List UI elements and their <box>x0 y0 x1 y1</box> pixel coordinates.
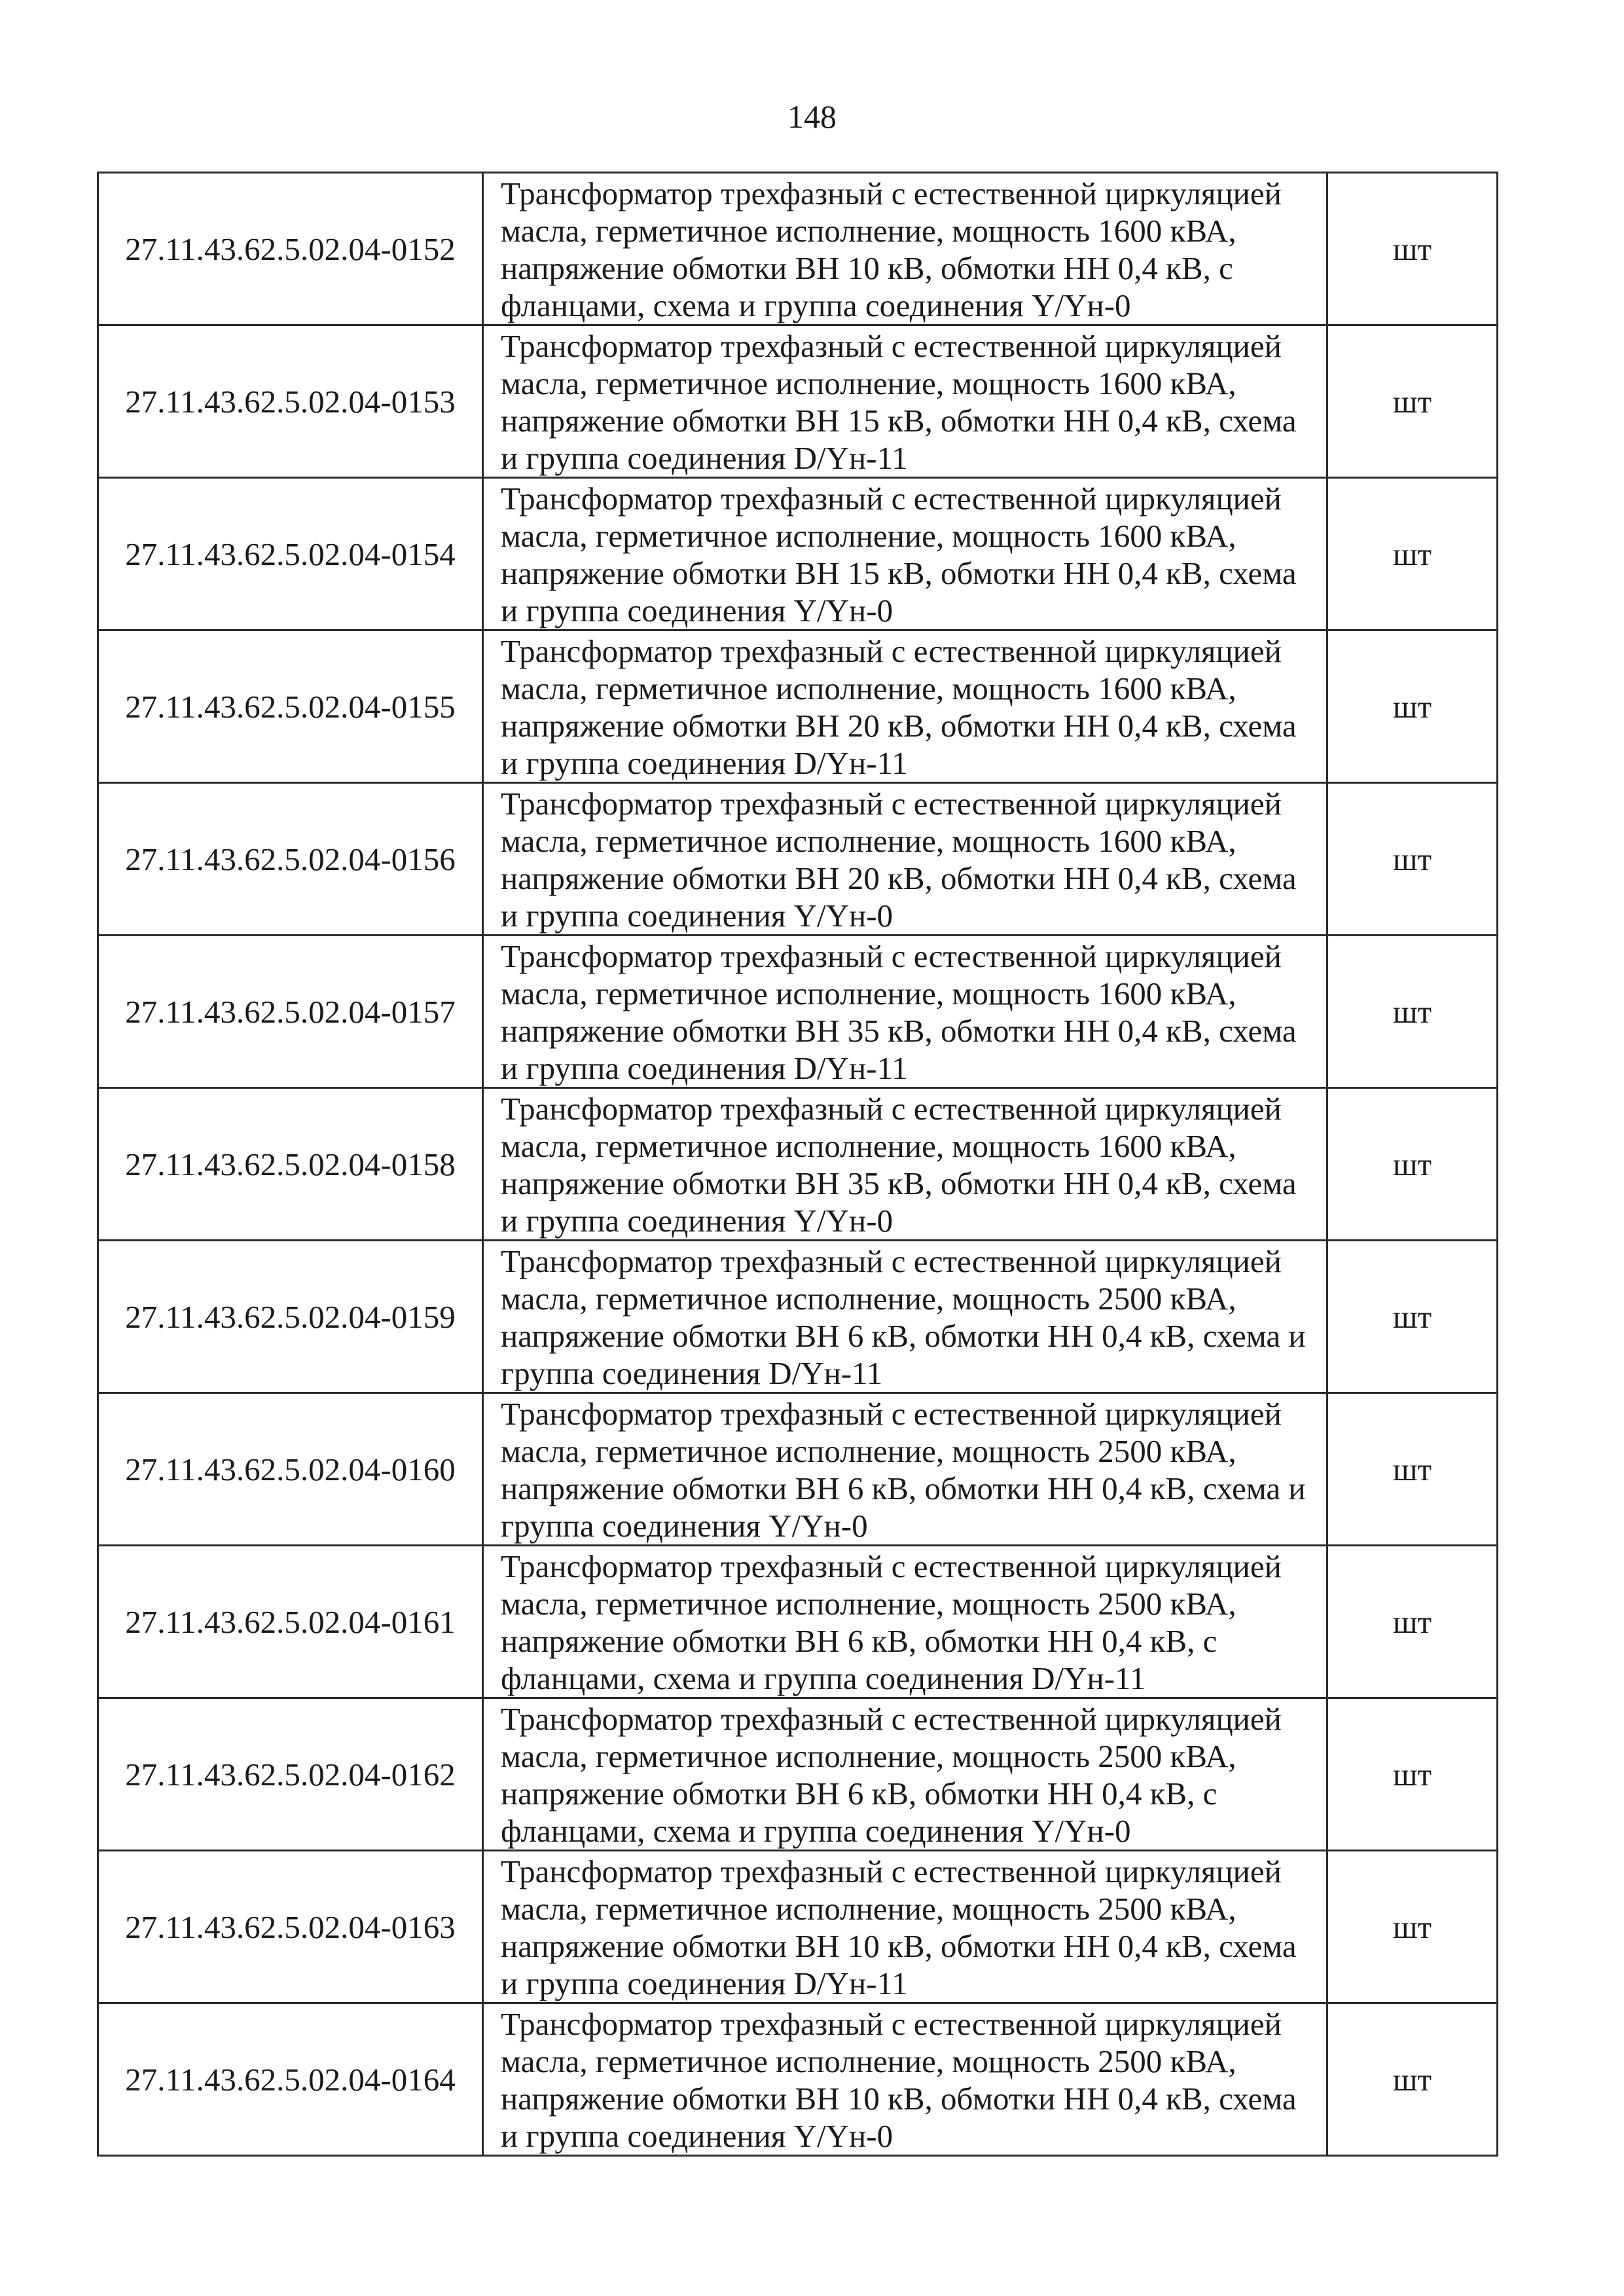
resource-code: 27.11.43.62.5.02.04-0153 <box>98 325 483 478</box>
table-row <box>98 173 1498 325</box>
description-text: Трансформатор трехфазный с естественной циркуляцией масла, герметичное исполнение, мощность 1600 кВА, напряжение обмотки ВН 15 кВ, обмотки НН 0,4 кВ, схема и группа соединения D/Yн-11 <box>501 328 1297 476</box>
unit-of-measure: шт <box>1327 173 1498 325</box>
table-row <box>98 325 1498 478</box>
unit-of-measure: шт <box>1327 1698 1498 1851</box>
resource-code: 27.11.43.62.5.02.04-0158 <box>98 1088 483 1241</box>
table-row <box>98 478 1498 630</box>
resource-code: 27.11.43.62.5.02.04-0163 <box>98 1851 483 2003</box>
table-row <box>98 936 1498 1088</box>
description-text: Трансформатор трехфазный с естественной циркуляцией масла, герметичное исполнение, мощность 1600 кВА, напряжение обмотки ВН 15 кВ, обмотки НН 0,4 кВ, схема и группа соединения Y/Yн-0 <box>501 481 1297 629</box>
description-text: Трансформатор трехфазный с естественной циркуляцией масла, герметичное исполнение, мощность 2500 кВА, напряжение обмотки ВН 10 кВ, обмотки НН 0,4 кВ, схема и группа соединения D/Yн-11 <box>501 1853 1297 2001</box>
resource-description <box>483 325 1327 478</box>
table-row <box>98 1546 1498 1698</box>
unit-of-measure: шт <box>1327 1546 1498 1698</box>
resource-code: 27.11.43.62.5.02.04-0152 <box>98 173 483 325</box>
description-text: Трансформатор трехфазный с естественной циркуляцией масла, герметичное исполнение, мощность 1600 кВА, напряжение обмотки ВН 35 кВ, обмотки НН 0,4 кВ, схема и группа соединения Y/Yн-0 <box>501 1091 1297 1239</box>
resource-description <box>483 2003 1327 2156</box>
description-text: Трансформатор трехфазный с естественной циркуляцией масла, герметичное исполнение, мощность 2500 кВА, напряжение обмотки ВН 6 кВ, обмотки НН 0,4 кВ, с фланцами, схема и группа соединения D/Yн-11 <box>501 1548 1282 1696</box>
resource-code: 27.11.43.62.5.02.04-0164 <box>98 2003 483 2156</box>
description-text: Трансформатор трехфазный с естественной циркуляцией масла, герметичное исполнение, мощность 2500 кВА, напряжение обмотки ВН 6 кВ, обмотки НН 0,4 кВ, схема и группа соединения Y/Yн-0 <box>501 1396 1306 1544</box>
unit-of-measure: шт <box>1327 325 1498 478</box>
table-row <box>98 1698 1498 1851</box>
table-row <box>98 1393 1498 1546</box>
description-text: Трансформатор трехфазный с естественной циркуляцией масла, герметичное исполнение, мощность 1600 кВА, напряжение обмотки ВН 20 кВ, обмотки НН 0,4 кВ, схема и группа соединения Y/Yн-0 <box>501 786 1297 934</box>
unit-of-measure: шт <box>1327 2003 1498 2156</box>
resource-table <box>97 172 1498 2157</box>
description-text: Трансформатор трехфазный с естественной циркуляцией масла, герметичное исполнение, мощность 2500 кВА, напряжение обмотки ВН 10 кВ, обмотки НН 0,4 кВ, схема и группа соединения Y/Yн-0 <box>501 2006 1297 2154</box>
page-number: 148 <box>787 98 837 135</box>
resource-code: 27.11.43.62.5.02.04-0161 <box>98 1546 483 1698</box>
resource-description <box>483 1393 1327 1546</box>
table-row <box>98 2003 1498 2156</box>
table-row <box>98 1851 1498 2003</box>
table-row <box>98 1088 1498 1241</box>
unit-of-measure: шт <box>1327 630 1498 783</box>
resource-code: 27.11.43.62.5.02.04-0160 <box>98 1393 483 1546</box>
resource-description <box>483 783 1327 936</box>
resource-description <box>483 630 1327 783</box>
resource-description <box>483 1241 1327 1393</box>
resource-code: 27.11.43.62.5.02.04-0155 <box>98 630 483 783</box>
resource-description <box>483 173 1327 325</box>
resource-description <box>483 1546 1327 1698</box>
resource-description <box>483 1851 1327 2003</box>
resource-description <box>483 1088 1327 1241</box>
description-text: Трансформатор трехфазный с естественной циркуляцией масла, герметичное исполнение, мощность 2500 кВА, напряжение обмотки ВН 6 кВ, обмотки НН 0,4 кВ, схема и группа соединения D/Yн-11 <box>501 1243 1306 1391</box>
unit-of-measure: шт <box>1327 478 1498 630</box>
resource-code: 27.11.43.62.5.02.04-0154 <box>98 478 483 630</box>
unit-of-measure: шт <box>1327 783 1498 936</box>
resource-description <box>483 1698 1327 1851</box>
description-text: Трансформатор трехфазный с естественной циркуляцией масла, герметичное исполнение, мощность 1600 кВА, напряжение обмотки ВН 10 кВ, обмотки НН 0,4 кВ, с фланцами, схема и группа соединения Y/Yн-0 <box>501 175 1282 323</box>
unit-of-measure: шт <box>1327 1851 1498 2003</box>
description-text: Трансформатор трехфазный с естественной циркуляцией масла, герметичное исполнение, мощность 2500 кВА, напряжение обмотки ВН 6 кВ, обмотки НН 0,4 кВ, с фланцами, схема и группа соединения Y/Yн-0 <box>501 1701 1282 1849</box>
resource-code: 27.11.43.62.5.02.04-0159 <box>98 1241 483 1393</box>
description-text: Трансформатор трехфазный с естественной циркуляцией масла, герметичное исполнение, мощность 1600 кВА, напряжение обмотки ВН 20 кВ, обмотки НН 0,4 кВ, схема и группа соединения D/Yн-11 <box>501 633 1297 781</box>
table-row <box>98 630 1498 783</box>
table-body <box>98 173 1498 2156</box>
unit-of-measure: шт <box>1327 936 1498 1088</box>
resource-description <box>483 936 1327 1088</box>
unit-of-measure: шт <box>1327 1393 1498 1546</box>
resource-description <box>483 478 1327 630</box>
unit-of-measure: шт <box>1327 1088 1498 1241</box>
resource-code: 27.11.43.62.5.02.04-0156 <box>98 783 483 936</box>
resource-code: 27.11.43.62.5.02.04-0162 <box>98 1698 483 1851</box>
table-row <box>98 1241 1498 1393</box>
table-row <box>98 783 1498 936</box>
resource-code: 27.11.43.62.5.02.04-0157 <box>98 936 483 1088</box>
description-text: Трансформатор трехфазный с естественной циркуляцией масла, герметичное исполнение, мощность 1600 кВА, напряжение обмотки ВН 35 кВ, обмотки НН 0,4 кВ, схема и группа соединения D/Yн-11 <box>501 938 1297 1086</box>
unit-of-measure: шт <box>1327 1241 1498 1393</box>
